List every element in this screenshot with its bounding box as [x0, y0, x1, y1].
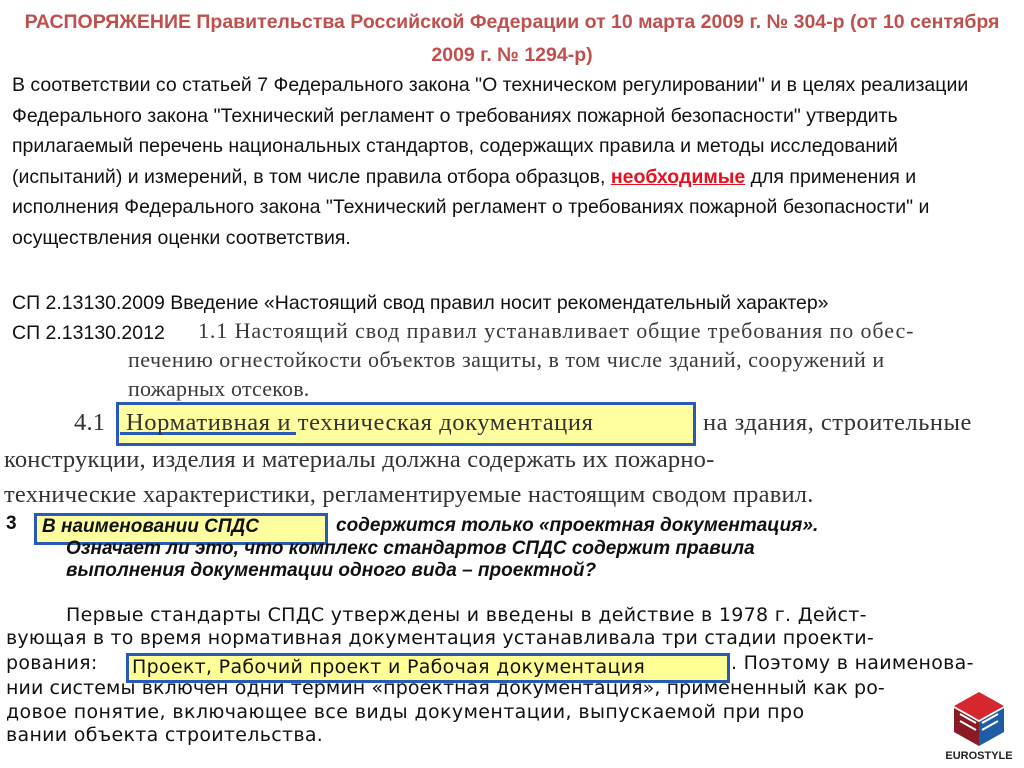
- paragraph-start: В соответствии со статьей 7 Федерального закона "О техническом регулировании" и в целях реализации Федерального закона "Технический регламент о требованиях пожарной безопасности" утвердить прилагаемый перечень национальных стандартов, содержащих правила и методы исследований (испытаний) и измерений, в том числе правила отбора образцов,: [12, 74, 969, 188]
- page-title: РАСПОРЯЖЕНИЕ Правительства Российской Федерации от 10 марта 2009 г. № 304-р (от 10 сентября 2009 г. № 1294-р): [24, 11, 1000, 66]
- answer-line-4: нии системы включен одни термин «проектная документация», примененный как ро-: [6, 677, 885, 699]
- answer-line-3-boxed: Проект, Рабочий проект и Рабочая документация: [132, 656, 646, 678]
- question-boxed: В наименовании СПДС: [42, 516, 259, 537]
- answer-line-1: Первые стандарты СПДС утверждены и введены в действие в 1978 г. Дейст-: [66, 604, 867, 626]
- scan-excerpt-1-line-1: 1.1 Настоящий свод правил устанавливает общие требования по обес-: [198, 318, 915, 343]
- eurostyle-logo: [938, 690, 1020, 762]
- scan-excerpt-2-number: 4.1: [74, 409, 106, 436]
- scan-excerpt-2-line-1-rest: на здания, строительные: [703, 409, 972, 436]
- decree-paragraph: [12, 70, 1012, 253]
- highlighted-word: необходимые: [610, 165, 746, 188]
- paragraph-end: для применения и исполнения Федерального закона "Технический регламент о требованиях пожарной безопасности" и осуществления оценки соответствия.: [12, 165, 930, 249]
- eurostyle-logo-mark: [938, 690, 1020, 748]
- scan-excerpt-1-line-3: пожарных отсеков.: [128, 376, 310, 401]
- answer-line-3-end: . Поэтому в наименова-: [731, 652, 974, 674]
- answer-line-6: вании объекта строительства.: [6, 724, 324, 746]
- question-line-3: выполнения документации одного вида – проектной?: [66, 560, 597, 581]
- answer-line-5: довое понятие, включающее все виды документации, выпускаемой при про: [6, 701, 805, 723]
- logo-text: EUROSTYLE: [945, 750, 1013, 762]
- scan-excerpt-2-line-2: конструкции, изделия и материалы должна содержать их пожарно-: [4, 446, 715, 473]
- sp-2012-label: СП 2.13130.2012: [12, 322, 165, 344]
- question-line-2: Означает ли это, что комплекс стандартов СПДС содержит правила: [66, 538, 755, 559]
- answer-line-3-start: рования:: [6, 652, 98, 674]
- answer-line-2: вующая в то время нормативная документация устанавливала три стадии проекти-: [6, 627, 874, 649]
- sp-2009-line: СП 2.13130.2009 Введение «Настоящий свод правил носит рекомендательный характер»: [12, 292, 829, 314]
- scan-excerpt-2-line-3: технические характеристики, регламентируемые настоящим сводом правил.: [4, 481, 814, 508]
- question-line-1: содержится только «проектная документация».: [336, 515, 819, 536]
- scan-excerpt-2-boxed: Нормативная и техническая документация: [126, 409, 594, 436]
- question-number: 3: [6, 513, 17, 534]
- scan-excerpt-1-line-2: печению огнестойкости объектов защиты, в том числе зданий, сооружений и: [128, 347, 885, 372]
